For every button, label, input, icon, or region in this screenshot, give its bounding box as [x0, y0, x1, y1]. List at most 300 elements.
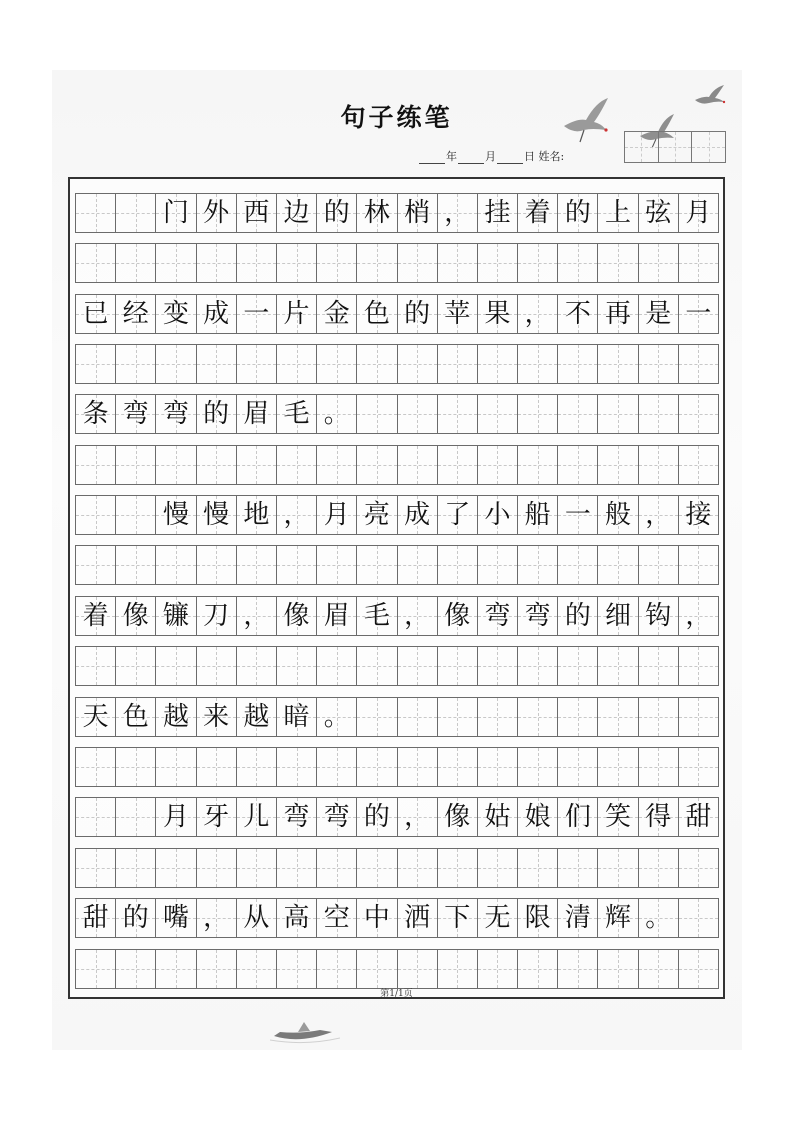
- grid-cell[interactable]: [357, 194, 397, 232]
- grid-cell[interactable]: [277, 950, 317, 988]
- grid-cell[interactable]: [598, 950, 638, 988]
- grid-cell[interactable]: [518, 345, 558, 383]
- grid-cell[interactable]: [277, 546, 317, 584]
- grid-cell[interactable]: [679, 647, 718, 685]
- grid-row: [75, 797, 719, 837]
- grid-cell[interactable]: [639, 194, 679, 232]
- grid-cell[interactable]: [156, 748, 196, 786]
- grid-cell[interactable]: [277, 647, 317, 685]
- grid-cell[interactable]: [558, 546, 598, 584]
- grid-cell[interactable]: [197, 446, 237, 484]
- grid-cell[interactable]: [438, 748, 478, 786]
- grid-cell[interactable]: [277, 899, 317, 937]
- grid-cell[interactable]: [116, 798, 156, 836]
- grid-cell[interactable]: [156, 244, 196, 282]
- grid-cell[interactable]: [558, 748, 598, 786]
- grid-cell[interactable]: [679, 244, 718, 282]
- grid-cell[interactable]: [478, 194, 518, 232]
- grid-cell[interactable]: [558, 496, 598, 534]
- grid-cell[interactable]: [317, 748, 357, 786]
- grid-cell[interactable]: [598, 395, 638, 433]
- grid-cell[interactable]: [197, 194, 237, 232]
- grid-cell[interactable]: [398, 899, 438, 937]
- grid-cell[interactable]: [518, 395, 558, 433]
- grid-cell[interactable]: [478, 698, 518, 736]
- grid-cell[interactable]: [478, 597, 518, 635]
- grid-cell[interactable]: [518, 950, 558, 988]
- grid-cell[interactable]: [277, 597, 317, 635]
- grid-cell[interactable]: [156, 295, 196, 333]
- grid-cell[interactable]: [639, 698, 679, 736]
- grid-cell[interactable]: [438, 496, 478, 534]
- grid-character: 的: [203, 399, 230, 429]
- grid-cell[interactable]: [478, 244, 518, 282]
- grid-cell[interactable]: [598, 798, 638, 836]
- grid-cell[interactable]: [156, 899, 196, 937]
- grid-cell[interactable]: [679, 546, 718, 584]
- grid-cell[interactable]: [116, 597, 156, 635]
- grid-cell[interactable]: [398, 546, 438, 584]
- grid-cell[interactable]: [237, 295, 277, 333]
- grid-character: 来: [203, 702, 230, 732]
- grid-cell[interactable]: [598, 345, 638, 383]
- grid-cell[interactable]: [76, 950, 116, 988]
- grid-cell[interactable]: [317, 546, 357, 584]
- grid-cell[interactable]: [478, 345, 518, 383]
- grid-character: 慢: [203, 500, 230, 530]
- grid-cell[interactable]: [156, 698, 196, 736]
- name-cell[interactable]: [659, 132, 693, 162]
- grid-cell[interactable]: [639, 899, 679, 937]
- grid-cell[interactable]: [398, 446, 438, 484]
- grid-cell[interactable]: [76, 194, 116, 232]
- grid-cell[interactable]: [317, 798, 357, 836]
- year-blank[interactable]: [419, 153, 445, 164]
- grid-cell[interactable]: [438, 597, 478, 635]
- grid-cell[interactable]: [116, 295, 156, 333]
- grid-cell[interactable]: [116, 899, 156, 937]
- grid-character: 门: [162, 198, 189, 228]
- grid-cell[interactable]: [518, 849, 558, 887]
- grid-cell[interactable]: [317, 395, 357, 433]
- grid-cell[interactable]: [639, 597, 679, 635]
- grid-cell[interactable]: [156, 395, 196, 433]
- grid-cell[interactable]: [598, 446, 638, 484]
- grid-cell[interactable]: [478, 647, 518, 685]
- grid-cell[interactable]: [558, 395, 598, 433]
- grid-character: ，: [444, 198, 471, 228]
- year-label: 年: [446, 150, 457, 163]
- grid-cell[interactable]: [317, 597, 357, 635]
- grid-cell[interactable]: [197, 950, 237, 988]
- grid-cell[interactable]: [116, 647, 156, 685]
- grid-cell[interactable]: [478, 546, 518, 584]
- grid-cell[interactable]: [357, 345, 397, 383]
- grid-cell[interactable]: [277, 849, 317, 887]
- grid-cell[interactable]: [197, 849, 237, 887]
- grid-cell[interactable]: [197, 748, 237, 786]
- grid-cell[interactable]: [478, 496, 518, 534]
- grid-cell[interactable]: [398, 194, 438, 232]
- grid-cell[interactable]: [518, 194, 558, 232]
- grid-cell[interactable]: [639, 345, 679, 383]
- grid-cell[interactable]: [357, 295, 397, 333]
- grid-cell[interactable]: [317, 496, 357, 534]
- grid-cell[interactable]: [438, 849, 478, 887]
- grid-cell[interactable]: [438, 698, 478, 736]
- grid-cell[interactable]: [317, 950, 357, 988]
- grid-cell[interactable]: [598, 647, 638, 685]
- grid-cell[interactable]: [277, 446, 317, 484]
- grid-cell[interactable]: [558, 345, 598, 383]
- name-writing-box[interactable]: [624, 131, 726, 163]
- grid-cell[interactable]: [116, 546, 156, 584]
- day-label: 日: [524, 150, 535, 163]
- grid-cell[interactable]: [116, 446, 156, 484]
- grid-cell[interactable]: [156, 496, 196, 534]
- grid-cell[interactable]: [438, 244, 478, 282]
- grid-cell[interactable]: [478, 899, 518, 937]
- grid-cell[interactable]: [478, 395, 518, 433]
- grid-cell[interactable]: [398, 295, 438, 333]
- grid-cell[interactable]: [237, 395, 277, 433]
- grid-cell[interactable]: [116, 244, 156, 282]
- grid-cell[interactable]: [197, 345, 237, 383]
- grid-cell[interactable]: [237, 496, 277, 534]
- grid-cell[interactable]: [398, 244, 438, 282]
- grid-cell[interactable]: [357, 748, 397, 786]
- grid-cell[interactable]: [317, 345, 357, 383]
- grid-cell[interactable]: [598, 295, 638, 333]
- grid-cell[interactable]: [76, 496, 116, 534]
- grid-cell[interactable]: [237, 546, 277, 584]
- grid-cell[interactable]: [237, 748, 277, 786]
- grid-cell[interactable]: [76, 899, 116, 937]
- grid-character: ，: [685, 601, 712, 631]
- grid-cell[interactable]: [398, 647, 438, 685]
- grid-cell[interactable]: [598, 244, 638, 282]
- grid-cell[interactable]: [197, 244, 237, 282]
- grid-character: 限: [524, 903, 551, 933]
- grid-cell[interactable]: [558, 597, 598, 635]
- grid-cell[interactable]: [558, 295, 598, 333]
- grid-cell[interactable]: [237, 849, 277, 887]
- grid-cell[interactable]: [116, 698, 156, 736]
- grid-character: 弯: [323, 802, 350, 832]
- grid-cell[interactable]: [639, 798, 679, 836]
- grid-cell[interactable]: [317, 244, 357, 282]
- grid-character: 像: [444, 802, 471, 832]
- grid-cell[interactable]: [116, 395, 156, 433]
- grid-cell[interactable]: [598, 194, 638, 232]
- grid-row: [75, 949, 719, 989]
- grid-cell[interactable]: [558, 899, 598, 937]
- grid-cell[interactable]: [438, 395, 478, 433]
- grid-cell[interactable]: [598, 546, 638, 584]
- grid-cell[interactable]: [558, 647, 598, 685]
- grid-cell[interactable]: [398, 849, 438, 887]
- grid-character: 接: [685, 500, 712, 530]
- grid-row: [75, 646, 719, 686]
- grid-cell[interactable]: [277, 496, 317, 534]
- grid-cell[interactable]: [156, 446, 196, 484]
- grid-cell[interactable]: [237, 244, 277, 282]
- grid-cell[interactable]: [598, 597, 638, 635]
- grid-cell[interactable]: [317, 899, 357, 937]
- grid-cell[interactable]: [237, 446, 277, 484]
- grid-cell[interactable]: [558, 244, 598, 282]
- grid-cell[interactable]: [116, 849, 156, 887]
- grid-cell[interactable]: [679, 295, 718, 333]
- grid-cell[interactable]: [76, 798, 116, 836]
- grid-cell[interactable]: [156, 345, 196, 383]
- grid-cell[interactable]: [76, 698, 116, 736]
- grid-cell[interactable]: [277, 798, 317, 836]
- grid-cell[interactable]: [438, 899, 478, 937]
- grid-cell[interactable]: [398, 950, 438, 988]
- grid-cell[interactable]: [679, 194, 718, 232]
- grid-cell[interactable]: [357, 244, 397, 282]
- grid-cell[interactable]: [197, 496, 237, 534]
- grid-cell[interactable]: [237, 798, 277, 836]
- grid-cell[interactable]: [76, 345, 116, 383]
- grid-cell[interactable]: [277, 395, 317, 433]
- grid-character: 天: [82, 702, 109, 732]
- grid-cell[interactable]: [156, 849, 196, 887]
- grid-cell[interactable]: [197, 395, 237, 433]
- grid-cell[interactable]: [398, 395, 438, 433]
- grid-cell[interactable]: [76, 395, 116, 433]
- grid-cell[interactable]: [478, 748, 518, 786]
- grid-cell[interactable]: [237, 647, 277, 685]
- grid-cell[interactable]: [478, 295, 518, 333]
- grid-cell[interactable]: [438, 194, 478, 232]
- grid-cell[interactable]: [598, 496, 638, 534]
- grid-cell[interactable]: [197, 698, 237, 736]
- grid-cell[interactable]: [357, 798, 397, 836]
- grid-cell[interactable]: [398, 748, 438, 786]
- grid-cell[interactable]: [679, 597, 718, 635]
- grid-cell[interactable]: [438, 446, 478, 484]
- grid-cell[interactable]: [398, 698, 438, 736]
- grid-cell[interactable]: [357, 849, 397, 887]
- grid-cell[interactable]: [639, 748, 679, 786]
- grid-character: 中: [363, 903, 390, 933]
- grid-cell[interactable]: [277, 345, 317, 383]
- grid-cell[interactable]: [639, 950, 679, 988]
- grid-cell[interactable]: [76, 244, 116, 282]
- grid-character: 外: [203, 198, 230, 228]
- grid-character: ，: [283, 500, 310, 530]
- grid-character: 笑: [605, 802, 632, 832]
- grid-cell[interactable]: [558, 194, 598, 232]
- grid-cell[interactable]: [679, 798, 718, 836]
- grid-cell[interactable]: [357, 597, 397, 635]
- grid-cell[interactable]: [679, 950, 718, 988]
- grid-cell[interactable]: [438, 798, 478, 836]
- grid-cell[interactable]: [679, 899, 718, 937]
- grid-character: ，: [203, 903, 230, 933]
- grid-cell[interactable]: [518, 446, 558, 484]
- grid-character: 片: [283, 299, 310, 329]
- grid-cell[interactable]: [156, 597, 196, 635]
- grid-character: 越: [162, 702, 189, 732]
- grid-cell[interactable]: [197, 798, 237, 836]
- grid-character: 毛: [363, 601, 390, 631]
- grid-cell[interactable]: [398, 597, 438, 635]
- grid-cell[interactable]: [277, 244, 317, 282]
- grid-cell[interactable]: [398, 345, 438, 383]
- grid-cell[interactable]: [237, 950, 277, 988]
- grid-row: [75, 848, 719, 888]
- grid-character: ，: [524, 299, 551, 329]
- name-cell[interactable]: [692, 132, 725, 162]
- grid-cell[interactable]: [518, 748, 558, 786]
- grid-cell[interactable]: [317, 647, 357, 685]
- grid-character: 再: [605, 299, 632, 329]
- grid-cell[interactable]: [76, 446, 116, 484]
- grid-cell[interactable]: [558, 446, 598, 484]
- grid-cell[interactable]: [156, 950, 196, 988]
- grid-cell[interactable]: [237, 345, 277, 383]
- grid-cell[interactable]: [558, 798, 598, 836]
- month-blank[interactable]: [458, 153, 484, 164]
- name-cell[interactable]: [625, 132, 659, 162]
- grid-cell[interactable]: [518, 647, 558, 685]
- grid-character: 一: [243, 299, 270, 329]
- grid-cell[interactable]: [398, 798, 438, 836]
- grid-cell[interactable]: [438, 647, 478, 685]
- grid-row: [75, 898, 719, 938]
- grid-cell[interactable]: [277, 748, 317, 786]
- grid-cell[interactable]: [357, 496, 397, 534]
- grid-cell[interactable]: [317, 849, 357, 887]
- grid-cell[interactable]: [438, 546, 478, 584]
- grid-cell[interactable]: [558, 950, 598, 988]
- grid-cell[interactable]: [679, 395, 718, 433]
- grid-cell[interactable]: [116, 194, 156, 232]
- grid-cell[interactable]: [598, 849, 638, 887]
- grid-cell[interactable]: [518, 597, 558, 635]
- grid-cell[interactable]: [76, 647, 116, 685]
- grid-cell[interactable]: [639, 395, 679, 433]
- grid-cell[interactable]: [558, 849, 598, 887]
- grid-cell[interactable]: [197, 295, 237, 333]
- grid-cell[interactable]: [357, 546, 397, 584]
- grid-cell[interactable]: [518, 295, 558, 333]
- grid-cell[interactable]: [598, 899, 638, 937]
- grid-cell[interactable]: [357, 395, 397, 433]
- grid-cell[interactable]: [679, 698, 718, 736]
- grid-cell[interactable]: [197, 647, 237, 685]
- grid-cell[interactable]: [317, 295, 357, 333]
- grid-cell[interactable]: [237, 597, 277, 635]
- grid-cell[interactable]: [518, 899, 558, 937]
- grid-character: 成: [203, 299, 230, 329]
- grid-cell[interactable]: [76, 597, 116, 635]
- grid-cell[interactable]: [357, 698, 397, 736]
- grid-cell[interactable]: [237, 899, 277, 937]
- grid-cell[interactable]: [639, 496, 679, 534]
- grid-cell[interactable]: [398, 496, 438, 534]
- grid-cell[interactable]: [639, 446, 679, 484]
- grid-cell[interactable]: [438, 345, 478, 383]
- grid-cell[interactable]: [518, 244, 558, 282]
- grid-cell[interactable]: [357, 950, 397, 988]
- grid-cell[interactable]: [116, 950, 156, 988]
- grid-character: 的: [363, 802, 390, 832]
- grid-cell[interactable]: [518, 496, 558, 534]
- grid-row: [75, 445, 719, 485]
- grid-cell[interactable]: [639, 647, 679, 685]
- grid-cell[interactable]: [76, 849, 116, 887]
- day-blank[interactable]: [497, 153, 523, 164]
- grid-cell[interactable]: [156, 798, 196, 836]
- grid-cell[interactable]: [237, 194, 277, 232]
- grid-cell[interactable]: [317, 446, 357, 484]
- grid-cell[interactable]: [679, 446, 718, 484]
- grid-cell[interactable]: [237, 698, 277, 736]
- name-label: 姓名:: [538, 150, 565, 163]
- grid-cell[interactable]: [478, 798, 518, 836]
- grid-cell[interactable]: [679, 748, 718, 786]
- grid-cell[interactable]: [598, 698, 638, 736]
- grid-cell[interactable]: [558, 698, 598, 736]
- grid-cell[interactable]: [277, 194, 317, 232]
- grid-cell[interactable]: [478, 849, 518, 887]
- grid-cell[interactable]: [156, 647, 196, 685]
- grid-character: 得: [645, 802, 672, 832]
- grid-cell[interactable]: [197, 899, 237, 937]
- grid-cell[interactable]: [478, 950, 518, 988]
- grid-cell[interactable]: [438, 950, 478, 988]
- grid-character: 从: [243, 903, 270, 933]
- grid-cell[interactable]: [518, 698, 558, 736]
- grid-cell[interactable]: [679, 496, 718, 534]
- grid-cell[interactable]: [197, 546, 237, 584]
- grid-cell[interactable]: [116, 345, 156, 383]
- grid-cell[interactable]: [438, 295, 478, 333]
- grid-cell[interactable]: [317, 194, 357, 232]
- grid-cell[interactable]: [277, 698, 317, 736]
- grid-cell[interactable]: [478, 446, 518, 484]
- grid-cell[interactable]: [679, 345, 718, 383]
- grid-cell[interactable]: [116, 748, 156, 786]
- grid-cell[interactable]: [277, 295, 317, 333]
- grid-cell[interactable]: [156, 546, 196, 584]
- grid-cell[interactable]: [639, 295, 679, 333]
- grid-row: [75, 747, 719, 787]
- grid-cell[interactable]: [598, 748, 638, 786]
- grid-cell[interactable]: [357, 899, 397, 937]
- grid-cell[interactable]: [116, 496, 156, 534]
- grid-cell[interactable]: [639, 244, 679, 282]
- grid-cell[interactable]: [639, 546, 679, 584]
- grid-cell[interactable]: [518, 798, 558, 836]
- grid-character: 眉: [243, 399, 270, 429]
- grid-cell[interactable]: [518, 546, 558, 584]
- grid-cell[interactable]: [317, 698, 357, 736]
- grid-cell[interactable]: [156, 194, 196, 232]
- grid-cell[interactable]: [679, 849, 718, 887]
- grid-cell[interactable]: [76, 295, 116, 333]
- grid-cell[interactable]: [76, 546, 116, 584]
- grid-cell[interactable]: [357, 446, 397, 484]
- grid-cell[interactable]: [76, 748, 116, 786]
- grid-cell[interactable]: [197, 597, 237, 635]
- grid-cell[interactable]: [639, 849, 679, 887]
- grid-cell[interactable]: [357, 647, 397, 685]
